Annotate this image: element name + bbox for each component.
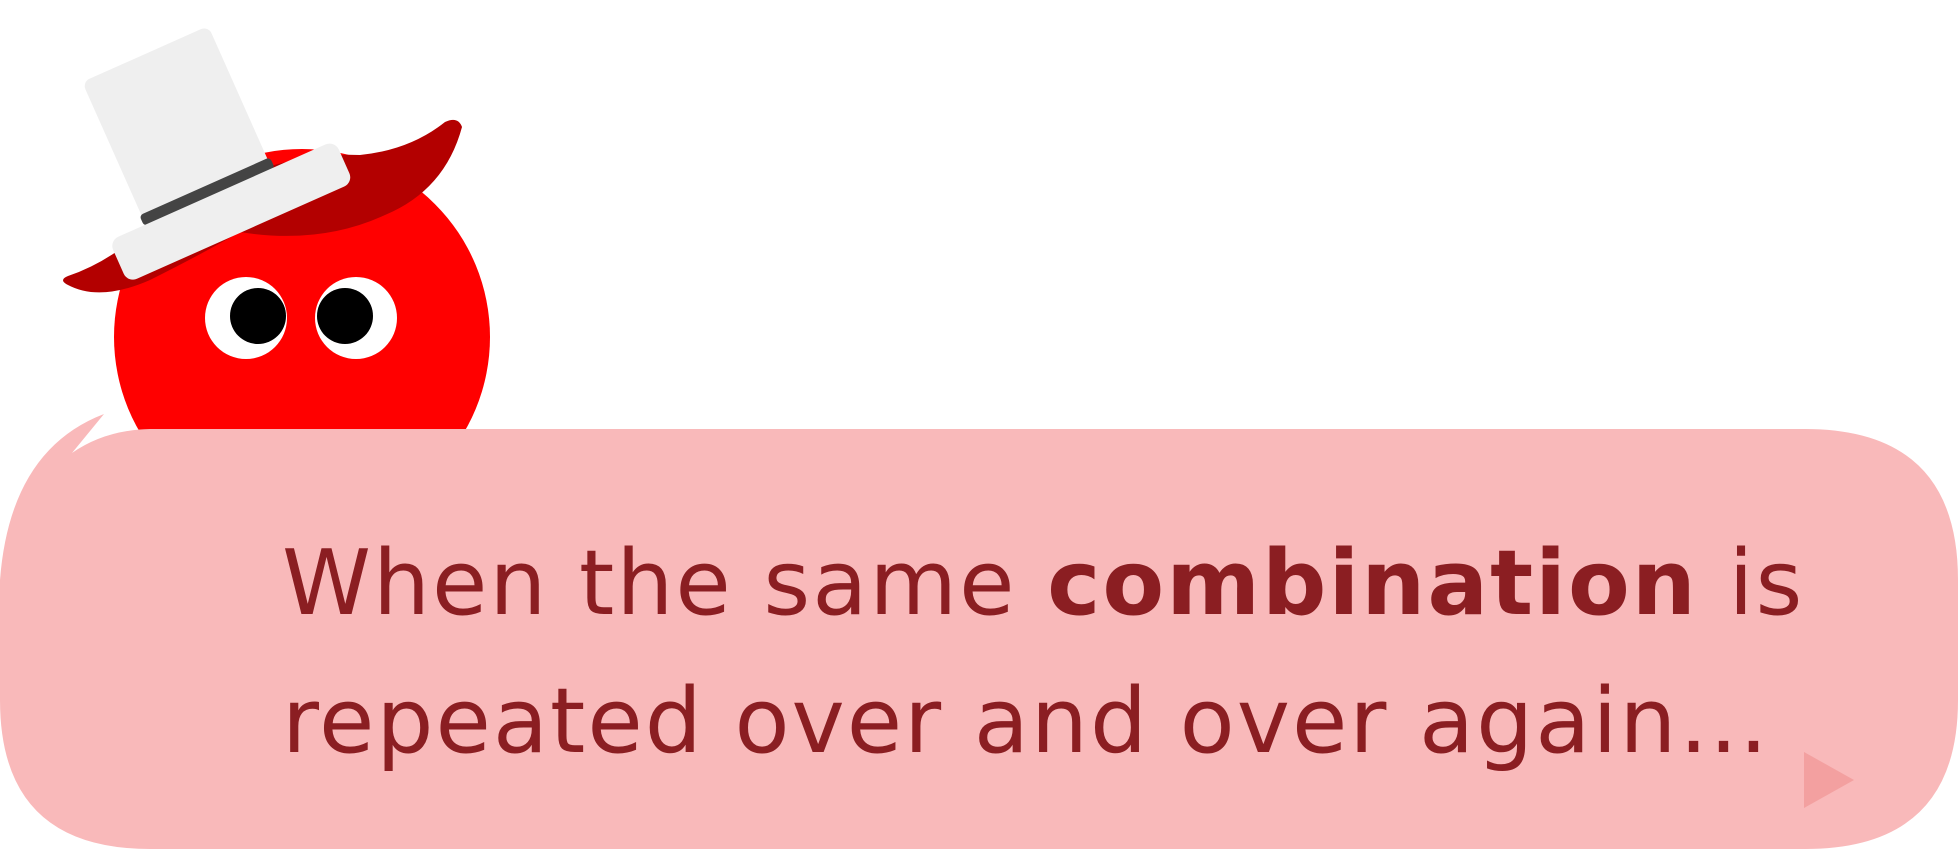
dialog-line-2: repeated over and over again… <box>282 669 1771 774</box>
left-eye <box>205 277 287 359</box>
dialog-keyword: combination <box>1047 531 1698 636</box>
dialog-line-1 <box>282 515 1805 653</box>
dialog-line-1-start: When the same <box>282 531 1048 636</box>
dialog-line-1-end: is <box>1697 531 1805 636</box>
dialog-text <box>282 515 1805 791</box>
next-triangle-icon[interactable] <box>1804 752 1854 808</box>
right-eye <box>315 277 397 359</box>
